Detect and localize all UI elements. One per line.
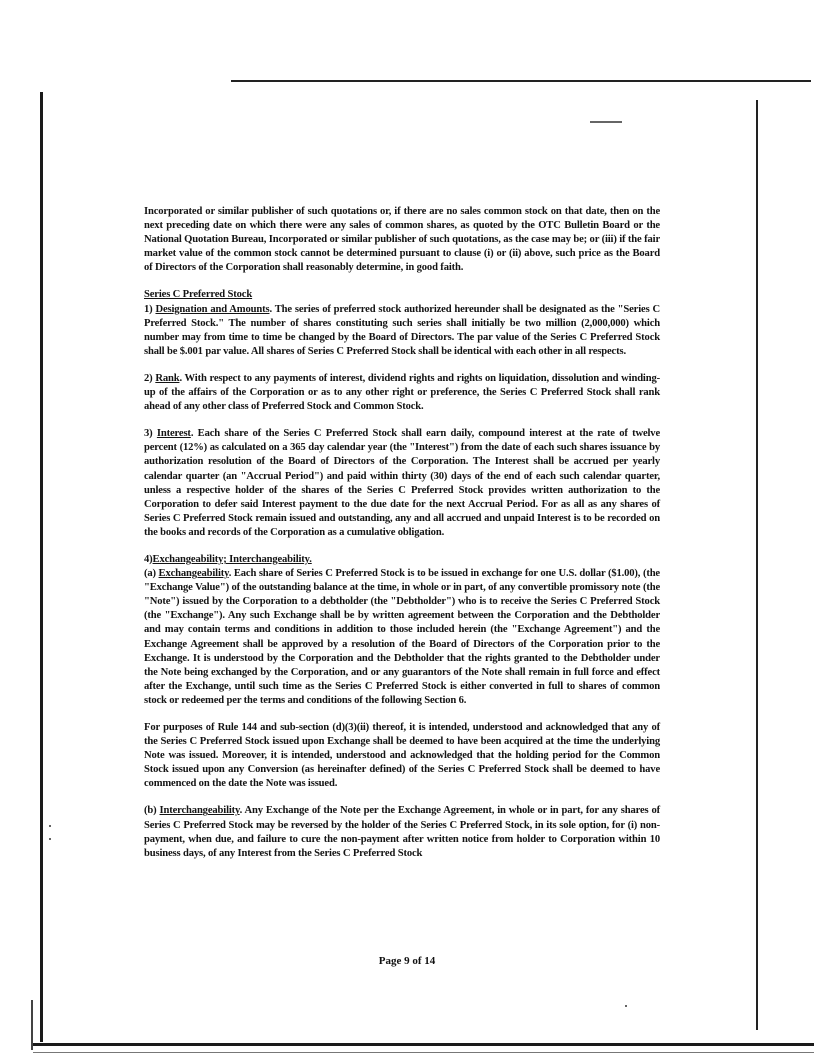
scan-speck <box>49 838 51 840</box>
series-heading: Series C Preferred Stock <box>144 289 253 301</box>
section-4-heading <box>144 553 660 567</box>
section-3-text: . Each share of the Series C Preferred Stock shall earn daily, compound interest at the rate of twelve percent (12%) as calculated on a 365 day calendar year (the "Interest") from the date of each such shares issuance by authorization resolution of the Board of Directors of the Corporation. The Interest shall be accrued per yearly calendar quarter (an "Accrual Period") and paid within thirty (30) days of the end of each such calendar quarter, unless a respective holder of the shares of the Series C Preferred Stock provides written authorization to the Corporation to defer said Interest payment to the due date for the next Accrual Period. For as all as any shares of Series C Preferred Stock remain issued and outstanding, any and all accrued and unpaid Interest is to be recorded on the books and records of the Corporation as a cumulative obligation. <box>144 428 661 538</box>
scan-border-left <box>40 92 43 1042</box>
scan-border-bottom-thin <box>33 1052 814 1053</box>
rule-144-paragraph: For purposes of Rule 144 and sub-section (d)(3)(ii) thereof, it is intended, understood and acknowledged that any of the Series C Preferred Stock issued upon Exchange shall be deemed to have been acquired at the time the underlying Note was issued. Moreover, it is intended, understood and acknowledged that the holding period for the Common Stock issued upon any Conversion (as hereinafter defined) of the Series C Preferred Stock shall be deemed to have commenced on the date the Note was issued. <box>144 722 660 790</box>
section-4b-label: (b) <box>144 805 157 817</box>
section-4a-text: . Each share of Series C Preferred Stock is to be issued in exchange for one U.S. dollar ($1.00), (the "Exchange Value") of the outstanding balance at the time, in whole or in part, of any convertible promissory note (the "Note") issued by the Corporation to a debtholder (the "Debtholder") who is to receive the Series C Preferred Stock (the "Exchange"). Any such Exchange shall be by written agreement between the Corporation and the Debtholder and may contain terms and conditions in addition to those included herein (the "Exchange Agreement") and the Exchange Agreement shall be approved by a resolution of the Board of Directors of the Corporation prior to the Exchange. It is understood by the Corporation and the Debtholder that the rights granted to the Debtholder under the Note being exchanged by the Corporation, and or any guarantors of the Note shall remain in full force and effect after the Exchange, until such time as the Series C Preferred Stock is either converted in full to shares of common stock or redeemed per the terms and conditions of the following Section 6. <box>144 568 660 706</box>
section-3-number: 3) <box>144 428 153 440</box>
section-3 <box>144 427 660 540</box>
section-4b-title: Interchangeability <box>159 805 240 817</box>
section-2-text: . With respect to any payments of interest, dividend rights and rights on liquidation, dissolution and winding-up of the affairs of the Corporation or as to any other right or preference, the Series C Preferred Stock shall rank ahead of any other class of Preferred Stock and Common Stock. <box>144 372 660 413</box>
page-number-footer: Page 9 of 14 <box>378 955 436 967</box>
section-4a <box>144 553 660 708</box>
section-2-number: 2) <box>144 372 153 384</box>
section-3-title: Interest <box>156 428 191 440</box>
scan-speck <box>625 1005 627 1007</box>
section-4-title: Exchangeability; Interchangeability. <box>152 553 312 565</box>
section-2 <box>144 372 660 414</box>
section-1 <box>144 288 660 358</box>
section-2-title: Rank <box>155 372 180 384</box>
scan-border-right <box>756 100 758 1030</box>
section-4a-title: Exchangeability <box>158 568 229 580</box>
section-4-number: 4) <box>144 553 153 565</box>
scan-border-bottom <box>33 1043 814 1046</box>
section-4b-text: . Any Exchange of the Note per the Exchange Agreement, in whole or in part, for any shares of Series C Preferred Stock may be reversed by the holder of the Series C Preferred Stock, in its sole option, for (i) non-payment, when due, and failure to cure the non-payment after written notice from holder to Corporation within 10 business days, of any Interest from the Series C Preferred Stock <box>144 805 660 859</box>
section-1-text: . The series of preferred stock authorized hereunder shall be designated as the "Series C Preferred Stock." The number of shares constituting such series shall initially be two million (2,000,000) which number may from time to time be changed by the Board of Directors. The par value of the Series C Preferred Stock shall be $.001 par value. All shares of Series C Preferred Stock shall be identical with each other in all respects. <box>144 303 660 357</box>
scan-speck <box>49 825 51 827</box>
intro-paragraph: Incorporated or similar publisher of such quotations or, if there are no sales common stock on that date, then on the next preceding date on which there were any sales of common shares, as quoted by the OTC Bulletin Board or the National Quotation Bureau, Incorporated or similar publisher of such quotations, as the case may be; or (iii) if the fair market value of the common stock cannot be determined pursuant to clause (i) or (ii) above, such price as the Board of Directors of the Corporation shall reasonably determine, in good faith. <box>144 206 660 274</box>
section-4b <box>144 804 660 860</box>
section-1-title: Designation and Amounts <box>155 303 270 315</box>
section-4a-label: (a) <box>144 568 156 580</box>
document-body <box>144 205 660 874</box>
scan-border-top <box>231 80 811 82</box>
section-1-number: 1) <box>144 303 153 315</box>
header-mark <box>590 121 622 123</box>
